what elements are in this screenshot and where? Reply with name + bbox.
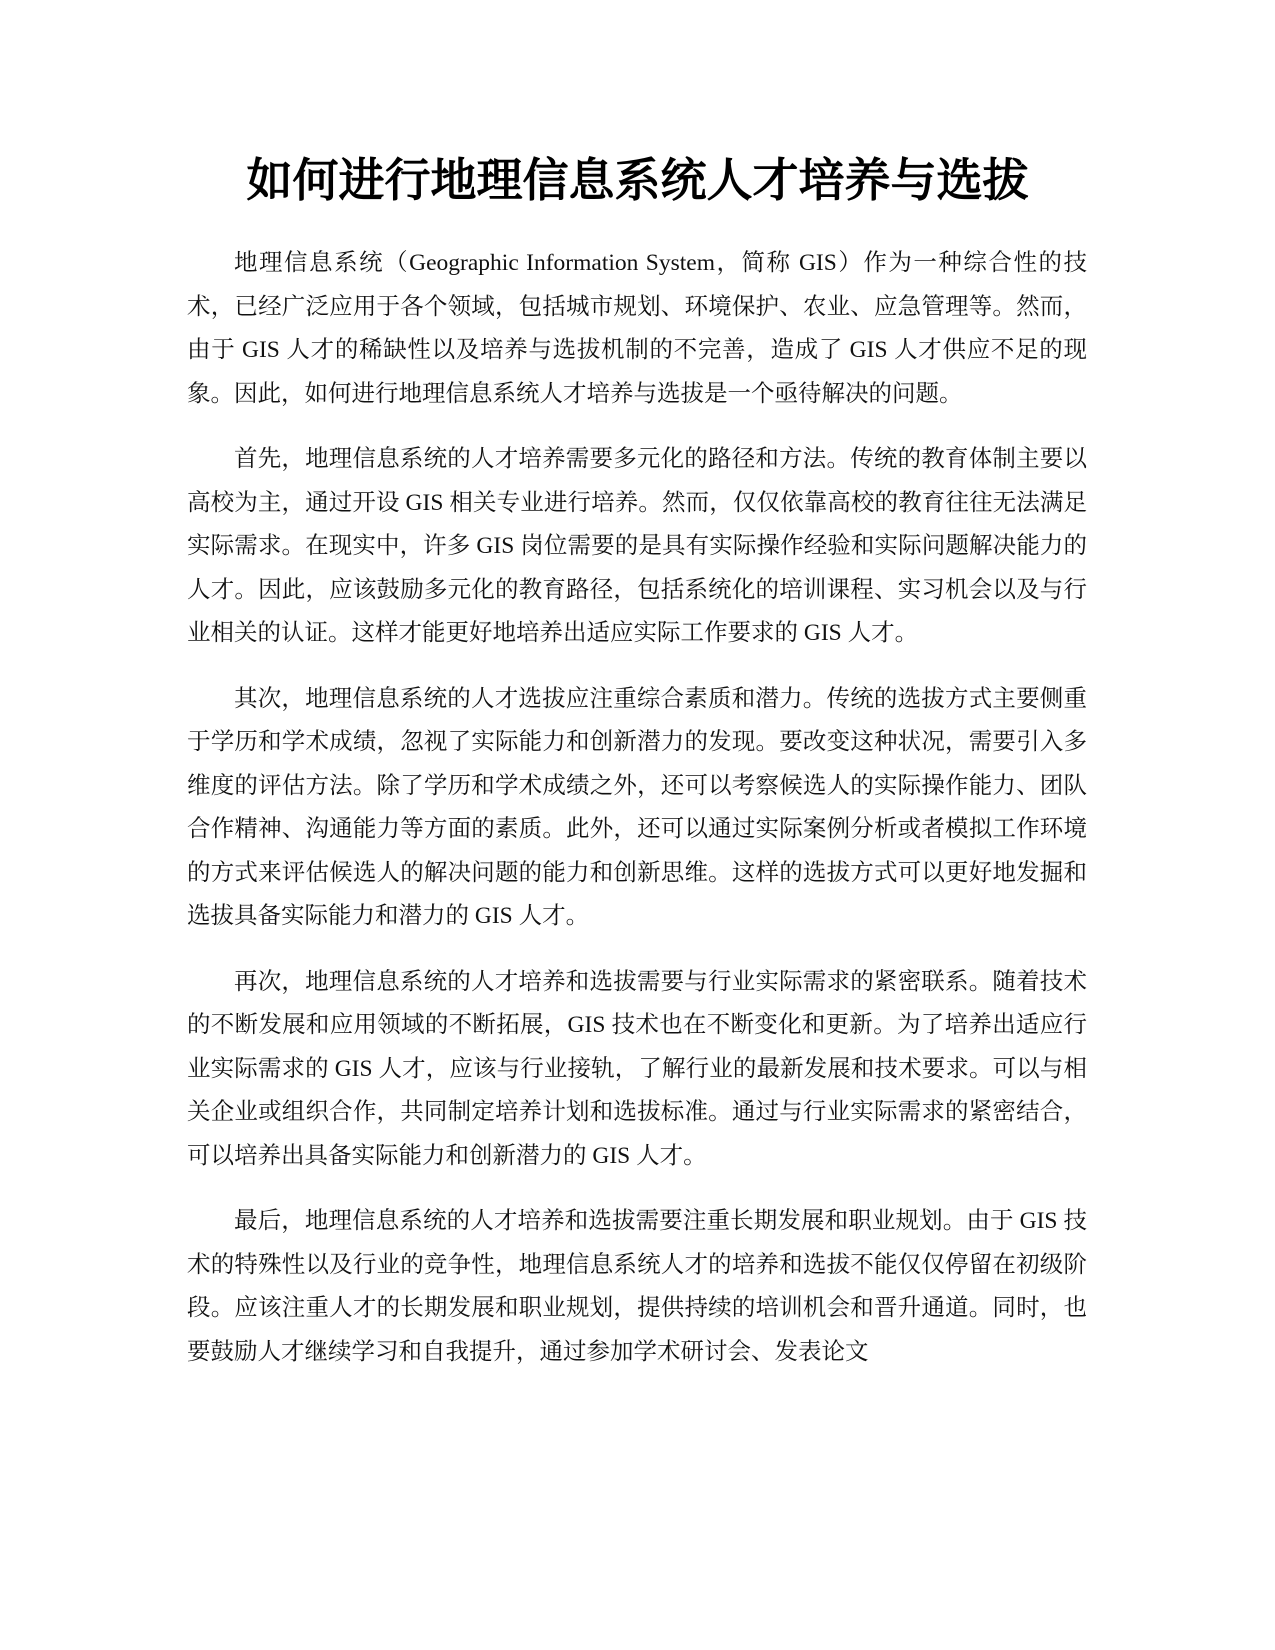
paragraph-third: 再次，地理信息系统的人才培养和选拔需要与行业实际需求的紧密联系。随着技术的不断发展和应用领域的不断拓展，GIS 技术也在不断变化和更新。为了培养出适应行业实际需求的 GIS 人才，应该与行业接轨，了解行业的最新发展和技术要求。可以与相关企业或组织合作，共同制定培养计划和选拔标准。通过与行业实际需求的紧密结合，可以培养出具备实际能力和创新潜力的 GIS 人才。 <box>187 968 1087 1169</box>
document-title: 如何进行地理信息系统人才培养与选拔 <box>246 153 1029 207</box>
paragraph-intro: 地理信息系统（Geographic Information System，简称 GIS）作为一种综合性的技术，已经广泛应用于各个领域，包括城市规划、环境保护、农业、应急管理等。然而，由于 GIS 人才的稀缺性以及培养与选拔机制的不完善，造成了 GIS 人才供应不足的现象。因此，如何进行地理信息系统人才培养与选拔是一个亟待解决的问题。 <box>187 250 1087 407</box>
document-body <box>187 242 1087 1396</box>
paragraph-last: 最后，地理信息系统的人才培养和选拔需要注重长期发展和职业规划。由于 GIS 技术的特殊性以及行业的竞争性，地理信息系统人才的培养和选拔不能仅仅停留在初级阶段。应该注重人才的长期发展和职业规划，提供持续的培训机会和晋升通道。同时，也要鼓励人才继续学习和自我提升，通过参加学术研讨会、发表论文 <box>187 1208 1087 1365</box>
paragraph-first: 首先，地理信息系统的人才培养需要多元化的路径和方法。传统的教育体制主要以高校为主，通过开设 GIS 相关专业进行培养。然而，仅仅依靠高校的教育往往无法满足实际需求。在现实中，许多 GIS 岗位需要的是具有实际操作经验和实际问题解决能力的人才。因此，应该鼓励多元化的教育路径，包括系统化的培训课程、实习机会以及与行业相关的认证。这样才能更好地培养出适应实际工作要求的 GIS 人才。 <box>187 446 1087 646</box>
paragraph-second: 其次，地理信息系统的人才选拔应注重综合素质和潜力。传统的选拔方式主要侧重于学历和学术成绩，忽视了实际能力和创新潜力的发现。要改变这种状况，需要引入多维度的评估方法。除了学历和学术成绩之外，还可以考察候选人的实际操作能力、团队合作精神、沟通能力等方面的素质。此外，还可以通过实际案例分析或者模拟工作环境的方式来评估候选人的解决问题的能力和创新思维。这样的选拔方式可以更好地发掘和选拔具备实际能力和潜力的 GIS 人才。 <box>187 685 1087 929</box>
